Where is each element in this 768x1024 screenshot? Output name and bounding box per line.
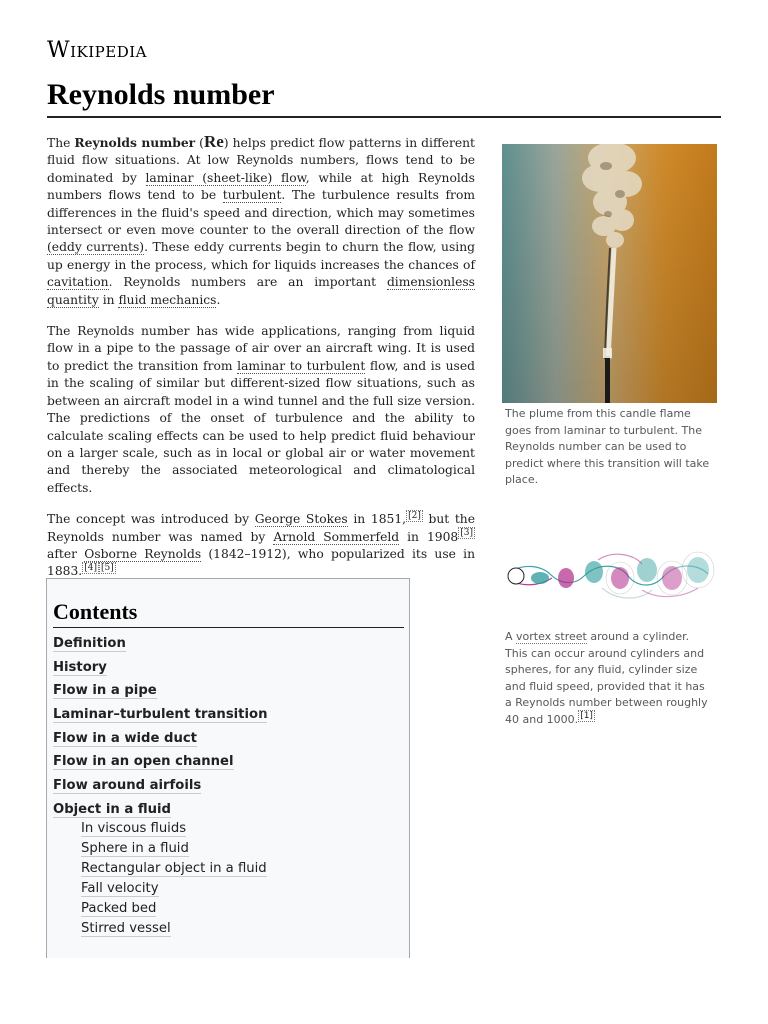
toc-item-laminar-turbulent-transition[interactable]: Laminar–turbulent transition <box>53 707 268 723</box>
history-paragraph: The concept was introduced by George Stokes in 1851, [2] but the Reynolds number was named by Arnold Sommerfeld in 1908 [3] after Osborne Reynolds (1842–1912), who popularized its use in 1883. [4] [5] <box>47 511 476 579</box>
toc-item-flow-in-a-wide-duct[interactable]: Flow in a wide duct <box>53 730 197 746</box>
citation-2[interactable]: [2] <box>408 511 421 522</box>
figure-caption-vortex: A vortex street around a cylinder. This can occur around cylinders and spheres, for any fluid, cylinder size and fluid speed, provided that it has a Reynolds number between roughly 40 and 1000. [1] <box>505 630 708 726</box>
citation-5[interactable]: [5] <box>100 563 114 574</box>
link-george-stokes[interactable]: George Stokes <box>254 512 348 527</box>
toc-item-flow-in-a-pipe[interactable]: Flow in a pipe <box>53 683 157 699</box>
applications-paragraph: The Reynolds number has wide applications, ranging from liquid flow in a pipe to the passage of air over an aircraft wing. It is used to predict the transition from laminar to turbulent flow, and is used in the scaling of similar but different-sized flow situations, such as between an aircraft model in a wind tunnel and the full size version. The predictions of the onset of turbulence and the ability to calculate scaling effects can be used to help predict fluid behaviour on a larger scale, such as in local or global air or water movement and thereby the associated meteorological and climatological effects. <box>47 324 475 495</box>
link-eddy-currents[interactable]: (eddy currents) <box>47 240 145 255</box>
cylinder <box>508 568 524 584</box>
toc-item-history[interactable]: History <box>53 659 107 675</box>
link-dimensionless-quantity[interactable]: dimensionless quantity <box>47 275 475 307</box>
toc-subitem-rectangular-object[interactable]: Rectangular object in a fluid <box>81 860 267 876</box>
candle-plume-image[interactable] <box>502 144 717 403</box>
link-laminar-to-turbulent[interactable]: laminar to turbulent <box>237 358 366 373</box>
re-symbol: Re <box>203 132 224 151</box>
link-cavitation[interactable]: cavitation <box>47 275 109 290</box>
toc-sublist <box>53 820 404 940</box>
link-fluid-mechanics[interactable]: fluid mechanics <box>118 292 217 307</box>
link-vortex-street[interactable]: vortex street <box>516 630 587 643</box>
link-laminar-flow[interactable]: laminar (sheet-like) flow <box>145 170 306 185</box>
citation-3[interactable]: [3] <box>460 528 473 539</box>
table-of-contents <box>46 578 410 958</box>
figure-caption-candle: The plume from this candle flame goes from laminar to turbulent. The Reynolds number can be used to predict where this transition will take place. <box>505 407 710 487</box>
page-title: Reynolds number <box>47 78 721 118</box>
toc-subitem-fall-velocity[interactable]: Fall velocity <box>81 880 159 896</box>
vortex-street-image[interactable] <box>502 540 718 614</box>
citation-1[interactable]: [1] <box>580 711 593 722</box>
intro-paragraph: The Reynolds number (Re) helps predict flow patterns in different fluid flow situations. At low Reynolds numbers, flows tend to be dominated by laminar (sheet-like) flow, while at high Reynolds numbers flows tend to be turbulent. The turbulence results from differences in the fluid's speed and direction, which may sometimes intersect or even move counter to the overall direction of the flow (eddy currents). These eddy currents begin to churn the flow, using up energy in the process, which for liquids increases the chances of cavitation. Reynolds numbers are an important dimensionless quantity in fluid mechanics. <box>47 132 476 307</box>
link-turbulent[interactable]: turbulent <box>222 188 282 203</box>
article-body <box>47 133 475 595</box>
toc-list <box>53 634 404 940</box>
candle-wick <box>605 356 610 403</box>
toc-subitem-in-viscous-fluids[interactable]: In viscous fluids <box>81 820 187 836</box>
toc-title: Contents <box>53 599 404 628</box>
link-arnold-sommerfeld[interactable]: Arnold Sommerfeld <box>273 529 400 544</box>
link-osborne-reynolds[interactable]: Osborne Reynolds <box>84 546 202 561</box>
toc-item-flow-around-airfoils[interactable]: Flow around airfoils <box>53 778 202 794</box>
toc-subitem-stirred-vessel[interactable]: Stirred vessel <box>81 920 171 936</box>
bold-term: Reynolds number <box>74 135 196 150</box>
toc-item-object-in-a-fluid[interactable]: Object in a fluid In viscous fluids Sphere in a fluid Rectangular object in a fluid Fall velocity Packed bed Stirred vessel <box>53 800 404 940</box>
toc-subitem-sphere-in-a-fluid[interactable]: Sphere in a fluid <box>81 840 189 856</box>
toc-item-flow-in-an-open-channel[interactable]: Flow in an open channel <box>53 754 234 770</box>
toc-item-definition[interactable]: Definition <box>53 636 126 651</box>
wikipedia-wordmark[interactable]: Wikipedia <box>47 38 147 63</box>
toc-subitem-packed-bed[interactable]: Packed bed <box>81 900 157 916</box>
citation-4[interactable]: [4] <box>84 563 97 574</box>
